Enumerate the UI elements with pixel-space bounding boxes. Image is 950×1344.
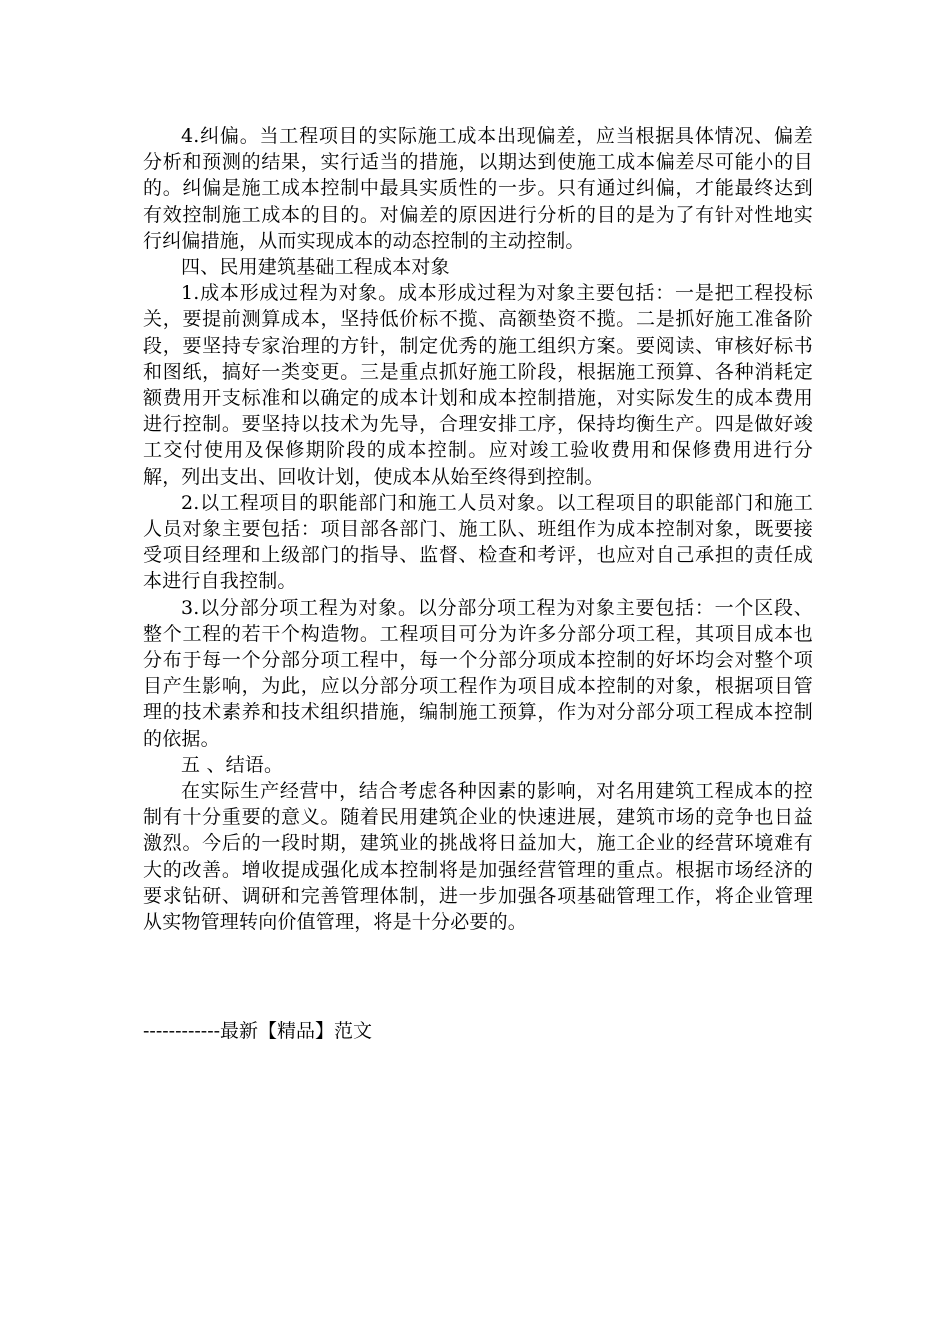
paragraph-sub-projects: 3.以分部分项工程为对象。以分部分项工程为对象主要包括：一个区段、整个工程的若干个构造物。工程项目可分为许多分部分项工程，其项目成本也分布于每一个分部分项工程中，每一个分部分项成本控制的好坏均会对整个项目产生影响，为此，应以分部分项工程作为项目成本控制的对象，根据项目管理的技术素养和技术组织措施，编制施工预算，作为对分部分项工程成本控制的依据。: [143, 596, 813, 750]
paragraph-correction: 4.纠偏。当工程项目的实际施工成本出现偏差，应当根据具体情况、偏差分析和预测的结果，实行适当的措施，以期达到使施工成本偏差尽可能小的目的。纠偏是施工成本控制中最具实质性的一步。只有通过纠偏，才能最终达到有效控制施工成本的目的。对偏差的原因进行分析的目的是为了有针对性地实行纠偏措施，从而实现成本的动态控制的主动控制。: [143, 125, 813, 252]
paragraph-conclusion: 在实际生产经营中，结合考虑各种因素的影响，对名用建筑工程成本的控制有十分重要的意义。随着民用建筑企业的快速进展，建筑市场的竞争也日益激烈。今后的一段时期，建筑业的挑战将日益加大，施工企业的经营环境难有大的改善。增收提成强化成本控制将是加强经营管理的重点。根据市场经济的要求钻研、调研和完善管理体制，进一步加强各项基础管理工作，将企业管理从实物管理转向价值管理，将是十分必要的。: [143, 780, 813, 934]
footer-text: ------------最新【精品】范文: [143, 1020, 373, 1042]
paragraph-departments: 2.以工程项目的职能部门和施工人员对象。以工程项目的职能部门和施工人员对象主要包括：项目部各部门、施工队、班组作为成本控制对象，既要接受项目经理和上级部门的指导、监督、检查和考评，也应对自己承担的责任成本进行自我控制。: [143, 491, 813, 593]
document-body: [143, 123, 813, 935]
section-heading-four: 四、民用建筑基础工程成本对象: [181, 256, 450, 279]
section-heading-five: 五 、结语。: [181, 753, 284, 776]
paragraph-cost-formation: 1.成本形成过程为对象。成本形成过程为对象主要包括：一是把工程投标关，要提前测算成本，坚持低价标不揽、高额垫资不揽。二是抓好施工准备阶段，要坚持专家治理的方针，制定优秀的施工组织方案。要阅读、审核好标书和图纸，搞好一类变更。三是重点抓好施工阶段，根据施工预算、各种消耗定额费用开支标准和以确定的成本计划和成本控制措施，对实际发生的成本费用进行控制。要坚持以技术为先导，合理安排工序，保持均衡生产。四是做好竣工交付使用及保修期阶段的成本控制。应对竣工验收费用和保修费用进行分解，列出支出、回收计划，使成本从始至终得到控制。: [143, 282, 813, 488]
